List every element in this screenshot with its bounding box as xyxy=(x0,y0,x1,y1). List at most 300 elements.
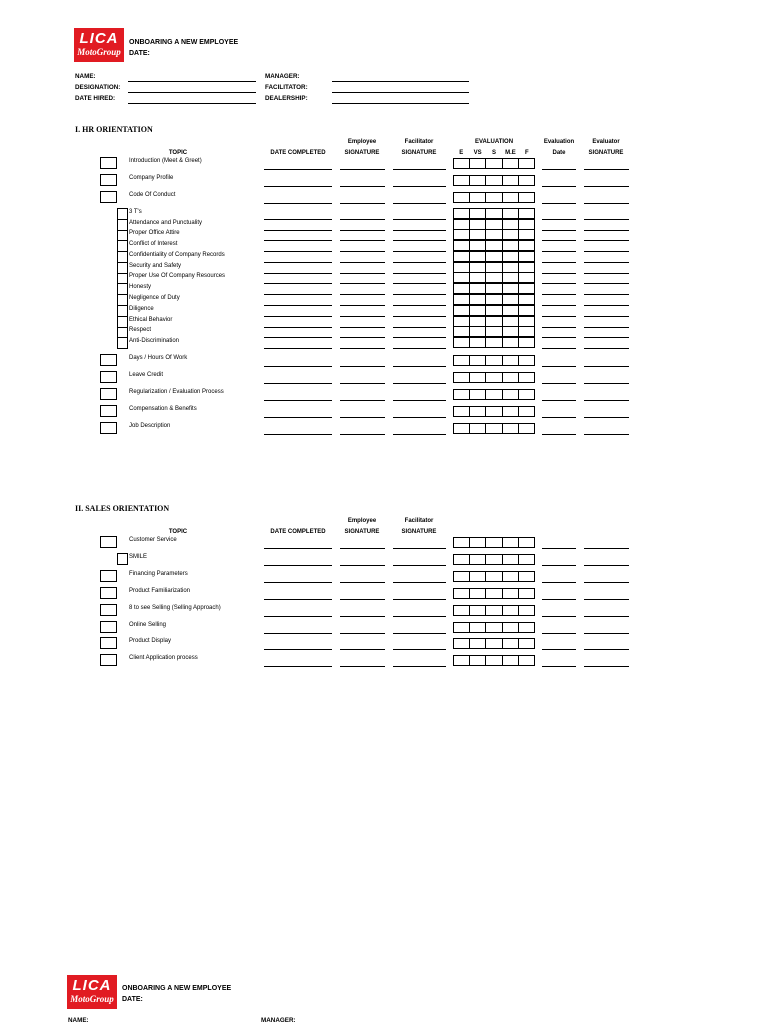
evaluation-cell[interactable] xyxy=(454,284,470,293)
evaluator-signature-line[interactable] xyxy=(584,305,629,306)
employee-signature-line[interactable] xyxy=(340,633,385,634)
facilitator-signature-line[interactable] xyxy=(393,294,446,295)
topic-checkbox[interactable] xyxy=(100,587,117,599)
evaluator-signature-line[interactable] xyxy=(584,666,629,667)
evaluation-date-line[interactable] xyxy=(542,169,576,170)
designation-field[interactable] xyxy=(128,92,256,93)
evaluation-cell[interactable] xyxy=(470,424,486,433)
evaluation-cell[interactable] xyxy=(503,338,519,347)
employee-signature-line[interactable] xyxy=(340,283,385,284)
date-completed-line[interactable] xyxy=(264,649,332,650)
date-completed-line[interactable] xyxy=(264,316,332,317)
evaluator-signature-line[interactable] xyxy=(584,337,629,338)
evaluation-cell[interactable] xyxy=(454,356,470,365)
evaluation-cell[interactable] xyxy=(470,159,486,168)
evaluation-cell[interactable] xyxy=(470,407,486,416)
evaluation-date-line[interactable] xyxy=(542,548,576,549)
evaluation-cell[interactable] xyxy=(519,424,534,433)
topic-checkbox[interactable] xyxy=(100,536,117,548)
evaluator-signature-line[interactable] xyxy=(584,366,629,367)
evaluation-boxes[interactable] xyxy=(453,283,535,294)
evaluator-signature-line[interactable] xyxy=(584,548,629,549)
smile-subitem-box[interactable] xyxy=(117,553,128,565)
facilitator-signature-line[interactable] xyxy=(393,366,446,367)
topic-checkbox[interactable] xyxy=(100,654,117,666)
evaluation-cell[interactable] xyxy=(519,295,534,304)
facilitator-signature-line[interactable] xyxy=(393,316,446,317)
evaluator-signature-line[interactable] xyxy=(584,230,629,231)
facilitator-signature-line[interactable] xyxy=(393,283,446,284)
evaluation-cell[interactable] xyxy=(503,209,519,218)
evaluation-date-line[interactable] xyxy=(542,565,576,566)
evaluation-cell[interactable] xyxy=(519,209,534,218)
evaluation-boxes[interactable] xyxy=(453,251,535,262)
evaluation-boxes[interactable] xyxy=(453,272,535,283)
evaluator-signature-line[interactable] xyxy=(584,348,629,349)
evaluation-cell[interactable] xyxy=(503,317,519,326)
topic-checkbox[interactable] xyxy=(100,621,117,633)
evaluation-cell[interactable] xyxy=(519,176,534,185)
evaluation-cell[interactable] xyxy=(503,424,519,433)
evaluation-cell[interactable] xyxy=(503,273,519,282)
date-completed-line[interactable] xyxy=(264,230,332,231)
evaluation-cell[interactable] xyxy=(519,555,534,564)
evaluator-signature-line[interactable] xyxy=(584,327,629,328)
evaluation-cell[interactable] xyxy=(486,356,502,365)
evaluation-cell[interactable] xyxy=(454,193,470,202)
evaluation-cell[interactable] xyxy=(486,209,502,218)
evaluation-boxes[interactable] xyxy=(453,372,535,383)
employee-signature-line[interactable] xyxy=(340,327,385,328)
evaluation-cell[interactable] xyxy=(503,390,519,399)
facilitator-signature-line[interactable] xyxy=(393,230,446,231)
evaluator-signature-line[interactable] xyxy=(584,599,629,600)
evaluation-boxes[interactable] xyxy=(453,389,535,400)
evaluator-signature-line[interactable] xyxy=(584,294,629,295)
evaluation-cell[interactable] xyxy=(503,327,519,336)
topic-checkbox[interactable] xyxy=(100,637,117,649)
evaluation-cell[interactable] xyxy=(470,220,486,229)
evaluation-boxes[interactable] xyxy=(453,571,535,582)
date-completed-line[interactable] xyxy=(264,400,332,401)
evaluation-date-line[interactable] xyxy=(542,186,576,187)
evaluation-cell[interactable] xyxy=(486,273,502,282)
evaluation-cell[interactable] xyxy=(486,284,502,293)
date-completed-line[interactable] xyxy=(264,203,332,204)
evaluation-cell[interactable] xyxy=(503,241,519,250)
evaluation-boxes[interactable] xyxy=(453,229,535,240)
evaluation-boxes[interactable] xyxy=(453,638,535,649)
evaluation-cell[interactable] xyxy=(486,606,502,615)
evaluator-signature-line[interactable] xyxy=(584,169,629,170)
facilitator-signature-line[interactable] xyxy=(393,582,446,583)
evaluation-cell[interactable] xyxy=(486,306,502,315)
date-completed-line[interactable] xyxy=(264,616,332,617)
employee-signature-line[interactable] xyxy=(340,649,385,650)
evaluation-boxes[interactable] xyxy=(453,305,535,316)
evaluation-cell[interactable] xyxy=(486,230,502,239)
employee-signature-line[interactable] xyxy=(340,383,385,384)
evaluation-cell[interactable] xyxy=(470,606,486,615)
manager-field[interactable] xyxy=(332,81,469,82)
evaluation-date-line[interactable] xyxy=(542,599,576,600)
evaluation-cell[interactable] xyxy=(486,373,502,382)
employee-signature-line[interactable] xyxy=(340,348,385,349)
evaluation-cell[interactable] xyxy=(503,555,519,564)
facilitator-signature-line[interactable] xyxy=(393,633,446,634)
facilitator-signature-line[interactable] xyxy=(393,219,446,220)
evaluation-cell[interactable] xyxy=(486,639,502,648)
evaluation-cell[interactable] xyxy=(454,338,470,347)
evaluation-cell[interactable] xyxy=(454,327,470,336)
evaluation-cell[interactable] xyxy=(503,284,519,293)
date-completed-line[interactable] xyxy=(264,240,332,241)
evaluation-cell[interactable] xyxy=(454,317,470,326)
evaluation-cell[interactable] xyxy=(503,193,519,202)
evaluation-cell[interactable] xyxy=(454,555,470,564)
evaluation-boxes[interactable] xyxy=(453,655,535,666)
evaluation-date-line[interactable] xyxy=(542,649,576,650)
evaluation-cell[interactable] xyxy=(454,538,470,547)
date-completed-line[interactable] xyxy=(264,294,332,295)
evaluation-boxes[interactable] xyxy=(453,240,535,251)
date-completed-line[interactable] xyxy=(264,348,332,349)
evaluation-cell[interactable] xyxy=(470,273,486,282)
evaluation-boxes[interactable] xyxy=(453,588,535,599)
employee-signature-line[interactable] xyxy=(340,582,385,583)
evaluation-boxes[interactable] xyxy=(453,423,535,434)
facilitator-signature-line[interactable] xyxy=(393,417,446,418)
evaluation-date-line[interactable] xyxy=(542,400,576,401)
evaluation-cell[interactable] xyxy=(519,284,534,293)
evaluation-cell[interactable] xyxy=(503,538,519,547)
facilitator-field[interactable] xyxy=(332,92,469,93)
facilitator-signature-line[interactable] xyxy=(393,666,446,667)
topic-checkbox[interactable] xyxy=(100,388,117,400)
evaluation-cell[interactable] xyxy=(486,327,502,336)
topic-checkbox[interactable] xyxy=(100,570,117,582)
topic-checkbox[interactable] xyxy=(100,354,117,366)
evaluation-cell[interactable] xyxy=(519,338,534,347)
topic-checkbox[interactable] xyxy=(100,191,117,203)
date-completed-line[interactable] xyxy=(264,186,332,187)
evaluation-cell[interactable] xyxy=(486,555,502,564)
name-field[interactable] xyxy=(128,81,256,82)
facilitator-signature-line[interactable] xyxy=(393,565,446,566)
evaluation-date-line[interactable] xyxy=(542,434,576,435)
evaluation-date-line[interactable] xyxy=(542,251,576,252)
evaluation-boxes[interactable] xyxy=(453,158,535,169)
evaluation-cell[interactable] xyxy=(486,176,502,185)
evaluation-date-line[interactable] xyxy=(542,616,576,617)
date-completed-line[interactable] xyxy=(264,383,332,384)
evaluator-signature-line[interactable] xyxy=(584,262,629,263)
evaluation-cell[interactable] xyxy=(503,589,519,598)
dealership-field[interactable] xyxy=(332,103,469,104)
evaluation-date-line[interactable] xyxy=(542,337,576,338)
evaluation-cell[interactable] xyxy=(486,263,502,272)
evaluation-cell[interactable] xyxy=(470,193,486,202)
evaluation-cell[interactable] xyxy=(454,656,470,665)
evaluation-date-line[interactable] xyxy=(542,316,576,317)
evaluation-date-line[interactable] xyxy=(542,633,576,634)
evaluation-cell[interactable] xyxy=(454,241,470,250)
evaluator-signature-line[interactable] xyxy=(584,251,629,252)
evaluation-cell[interactable] xyxy=(470,538,486,547)
evaluation-date-line[interactable] xyxy=(542,240,576,241)
evaluation-cell[interactable] xyxy=(519,273,534,282)
evaluation-cell[interactable] xyxy=(519,656,534,665)
topic-checkbox[interactable] xyxy=(100,371,117,383)
evaluation-cell[interactable] xyxy=(470,317,486,326)
evaluation-cell[interactable] xyxy=(503,159,519,168)
evaluation-cell[interactable] xyxy=(470,263,486,272)
evaluation-boxes[interactable] xyxy=(453,355,535,366)
evaluation-cell[interactable] xyxy=(454,373,470,382)
date-completed-line[interactable] xyxy=(264,283,332,284)
employee-signature-line[interactable] xyxy=(340,251,385,252)
evaluation-date-line[interactable] xyxy=(542,273,576,274)
evaluation-cell[interactable] xyxy=(470,390,486,399)
evaluation-cell[interactable] xyxy=(454,159,470,168)
evaluation-cell[interactable] xyxy=(486,623,502,632)
evaluation-boxes[interactable] xyxy=(453,537,535,548)
evaluator-signature-line[interactable] xyxy=(584,383,629,384)
evaluation-cell[interactable] xyxy=(519,241,534,250)
employee-signature-line[interactable] xyxy=(340,565,385,566)
evaluation-cell[interactable] xyxy=(454,390,470,399)
evaluation-date-line[interactable] xyxy=(542,230,576,231)
employee-signature-line[interactable] xyxy=(340,366,385,367)
evaluation-cell[interactable] xyxy=(470,623,486,632)
facilitator-signature-line[interactable] xyxy=(393,383,446,384)
evaluator-signature-line[interactable] xyxy=(584,316,629,317)
topic-checkbox[interactable] xyxy=(100,422,117,434)
evaluation-boxes[interactable] xyxy=(453,337,535,348)
employee-signature-line[interactable] xyxy=(340,400,385,401)
facilitator-signature-line[interactable] xyxy=(393,240,446,241)
facilitator-signature-line[interactable] xyxy=(393,262,446,263)
evaluation-cell[interactable] xyxy=(454,220,470,229)
evaluation-date-line[interactable] xyxy=(542,582,576,583)
evaluation-date-line[interactable] xyxy=(542,327,576,328)
facilitator-signature-line[interactable] xyxy=(393,649,446,650)
evaluation-cell[interactable] xyxy=(503,356,519,365)
facilitator-signature-line[interactable] xyxy=(393,169,446,170)
topic-checkbox[interactable] xyxy=(100,405,117,417)
evaluation-cell[interactable] xyxy=(486,317,502,326)
evaluation-cell[interactable] xyxy=(454,230,470,239)
facilitator-signature-line[interactable] xyxy=(393,434,446,435)
evaluation-cell[interactable] xyxy=(519,606,534,615)
date-completed-line[interactable] xyxy=(264,305,332,306)
evaluation-cell[interactable] xyxy=(519,317,534,326)
evaluation-cell[interactable] xyxy=(503,252,519,261)
evaluation-cell[interactable] xyxy=(470,572,486,581)
date-completed-line[interactable] xyxy=(264,262,332,263)
employee-signature-line[interactable] xyxy=(340,273,385,274)
evaluation-cell[interactable] xyxy=(454,252,470,261)
evaluation-cell[interactable] xyxy=(519,572,534,581)
evaluation-cell[interactable] xyxy=(503,373,519,382)
facilitator-signature-line[interactable] xyxy=(393,400,446,401)
evaluation-cell[interactable] xyxy=(486,295,502,304)
evaluation-cell[interactable] xyxy=(486,572,502,581)
evaluation-boxes[interactable] xyxy=(453,294,535,305)
employee-signature-line[interactable] xyxy=(340,186,385,187)
employee-signature-line[interactable] xyxy=(340,316,385,317)
evaluation-cell[interactable] xyxy=(470,656,486,665)
evaluation-cell[interactable] xyxy=(470,176,486,185)
evaluation-cell[interactable] xyxy=(519,306,534,315)
date-completed-line[interactable] xyxy=(264,633,332,634)
evaluation-date-line[interactable] xyxy=(542,366,576,367)
evaluation-cell[interactable] xyxy=(454,176,470,185)
evaluation-cell[interactable] xyxy=(470,555,486,564)
evaluation-cell[interactable] xyxy=(519,159,534,168)
facilitator-signature-line[interactable] xyxy=(393,203,446,204)
evaluation-cell[interactable] xyxy=(519,252,534,261)
evaluation-boxes[interactable] xyxy=(453,208,535,219)
evaluation-cell[interactable] xyxy=(519,589,534,598)
date-completed-line[interactable] xyxy=(264,582,332,583)
evaluation-cell[interactable] xyxy=(454,623,470,632)
evaluation-cell[interactable] xyxy=(470,639,486,648)
date-completed-line[interactable] xyxy=(264,417,332,418)
evaluator-signature-line[interactable] xyxy=(584,219,629,220)
date-completed-line[interactable] xyxy=(264,337,332,338)
employee-signature-line[interactable] xyxy=(340,262,385,263)
date-completed-line[interactable] xyxy=(264,251,332,252)
topic-checkbox[interactable] xyxy=(100,157,117,169)
employee-signature-line[interactable] xyxy=(340,337,385,338)
evaluation-cell[interactable] xyxy=(486,241,502,250)
evaluation-date-line[interactable] xyxy=(542,283,576,284)
evaluator-signature-line[interactable] xyxy=(584,203,629,204)
employee-signature-line[interactable] xyxy=(340,666,385,667)
evaluation-cell[interactable] xyxy=(519,639,534,648)
evaluator-signature-line[interactable] xyxy=(584,417,629,418)
evaluation-cell[interactable] xyxy=(470,252,486,261)
evaluation-cell[interactable] xyxy=(454,572,470,581)
topic-checkbox[interactable] xyxy=(100,604,117,616)
employee-signature-line[interactable] xyxy=(340,169,385,170)
evaluation-cell[interactable] xyxy=(486,424,502,433)
evaluation-cell[interactable] xyxy=(486,589,502,598)
evaluation-cell[interactable] xyxy=(486,193,502,202)
date-completed-line[interactable] xyxy=(264,169,332,170)
evaluation-cell[interactable] xyxy=(503,306,519,315)
evaluation-cell[interactable] xyxy=(519,538,534,547)
facilitator-signature-line[interactable] xyxy=(393,327,446,328)
evaluation-boxes[interactable] xyxy=(453,326,535,337)
evaluation-cell[interactable] xyxy=(503,623,519,632)
date-completed-line[interactable] xyxy=(264,666,332,667)
evaluation-cell[interactable] xyxy=(454,407,470,416)
evaluation-date-line[interactable] xyxy=(542,383,576,384)
facilitator-signature-line[interactable] xyxy=(393,186,446,187)
employee-signature-line[interactable] xyxy=(340,548,385,549)
evaluation-cell[interactable] xyxy=(454,589,470,598)
facilitator-signature-line[interactable] xyxy=(393,337,446,338)
evaluation-boxes[interactable] xyxy=(453,406,535,417)
facilitator-signature-line[interactable] xyxy=(393,305,446,306)
date-completed-line[interactable] xyxy=(264,599,332,600)
employee-signature-line[interactable] xyxy=(340,230,385,231)
facilitator-signature-line[interactable] xyxy=(393,599,446,600)
evaluation-cell[interactable] xyxy=(503,295,519,304)
evaluation-cell[interactable] xyxy=(454,209,470,218)
evaluation-cell[interactable] xyxy=(486,538,502,547)
evaluation-cell[interactable] xyxy=(503,656,519,665)
evaluation-cell[interactable] xyxy=(454,263,470,272)
employee-signature-line[interactable] xyxy=(340,294,385,295)
evaluation-cell[interactable] xyxy=(470,589,486,598)
evaluation-date-line[interactable] xyxy=(542,417,576,418)
evaluation-cell[interactable] xyxy=(503,639,519,648)
evaluation-cell[interactable] xyxy=(470,295,486,304)
employee-signature-line[interactable] xyxy=(340,219,385,220)
evaluation-boxes[interactable] xyxy=(453,554,535,565)
date-completed-line[interactable] xyxy=(264,565,332,566)
evaluator-signature-line[interactable] xyxy=(584,649,629,650)
date-completed-line[interactable] xyxy=(264,434,332,435)
employee-signature-line[interactable] xyxy=(340,203,385,204)
evaluation-cell[interactable] xyxy=(486,159,502,168)
evaluation-cell[interactable] xyxy=(470,356,486,365)
evaluation-date-line[interactable] xyxy=(542,305,576,306)
evaluation-cell[interactable] xyxy=(519,263,534,272)
evaluation-boxes[interactable] xyxy=(453,175,535,186)
evaluation-cell[interactable] xyxy=(486,220,502,229)
evaluation-cell[interactable] xyxy=(454,606,470,615)
topic-checkbox[interactable] xyxy=(100,174,117,186)
evaluation-cell[interactable] xyxy=(503,572,519,581)
employee-signature-line[interactable] xyxy=(340,305,385,306)
evaluator-signature-line[interactable] xyxy=(584,582,629,583)
evaluation-cell[interactable] xyxy=(519,390,534,399)
date-completed-line[interactable] xyxy=(264,219,332,220)
evaluation-cell[interactable] xyxy=(519,623,534,632)
employee-signature-line[interactable] xyxy=(340,417,385,418)
evaluator-signature-line[interactable] xyxy=(584,400,629,401)
facilitator-signature-line[interactable] xyxy=(393,348,446,349)
evaluator-signature-line[interactable] xyxy=(584,273,629,274)
facilitator-signature-line[interactable] xyxy=(393,548,446,549)
evaluation-cell[interactable] xyxy=(470,230,486,239)
evaluation-cell[interactable] xyxy=(470,306,486,315)
evaluation-date-line[interactable] xyxy=(542,219,576,220)
evaluation-cell[interactable] xyxy=(519,230,534,239)
evaluation-cell[interactable] xyxy=(454,424,470,433)
evaluation-cell[interactable] xyxy=(454,273,470,282)
evaluation-cell[interactable] xyxy=(470,373,486,382)
evaluation-cell[interactable] xyxy=(503,606,519,615)
evaluation-cell[interactable] xyxy=(503,220,519,229)
evaluation-date-line[interactable] xyxy=(542,348,576,349)
evaluator-signature-line[interactable] xyxy=(584,616,629,617)
evaluator-signature-line[interactable] xyxy=(584,283,629,284)
evaluation-cell[interactable] xyxy=(470,241,486,250)
evaluation-cell[interactable] xyxy=(519,193,534,202)
evaluator-signature-line[interactable] xyxy=(584,434,629,435)
evaluation-boxes[interactable] xyxy=(453,192,535,203)
evaluation-cell[interactable] xyxy=(470,338,486,347)
evaluation-cell[interactable] xyxy=(486,338,502,347)
evaluation-date-line[interactable] xyxy=(542,262,576,263)
evaluation-cell[interactable] xyxy=(454,295,470,304)
evaluator-signature-line[interactable] xyxy=(584,186,629,187)
